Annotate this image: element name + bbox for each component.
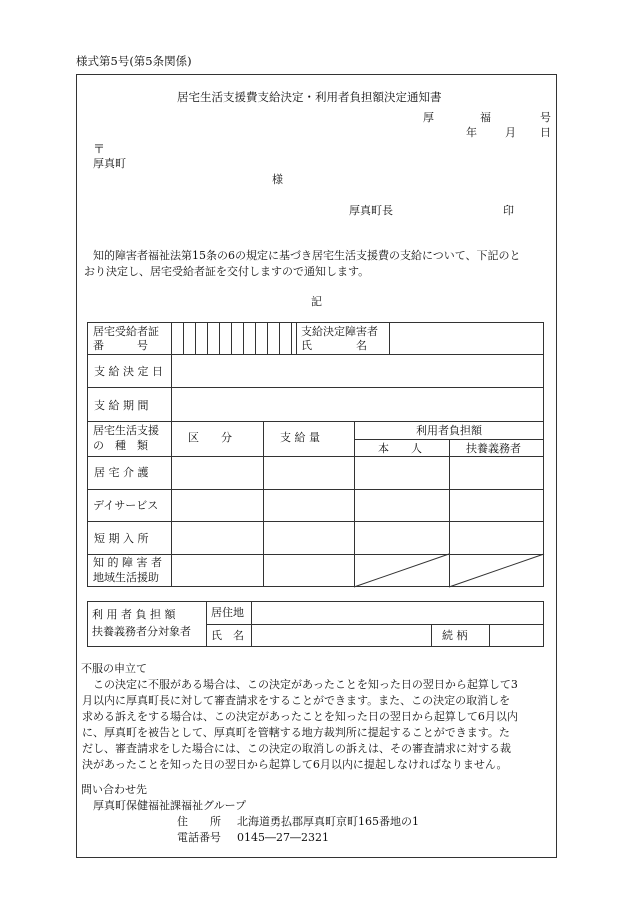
disabled-person-label-1: 支給決定障害者	[301, 325, 378, 338]
form-number: 様式第5号(第5条関係)	[76, 54, 192, 68]
service-type-label-1: 居宅生活支援	[93, 424, 159, 437]
name-label: 氏 名	[211, 629, 244, 642]
relation-label: 続 柄	[442, 629, 468, 642]
intro-line-2: おり決定し、居宅受給者証を交付しますので通知します。	[84, 265, 370, 278]
contact-heading: 問い合わせ先	[81, 783, 147, 796]
appeal-line-3: 求める訴えをする場合は、この決定があったことを知った日の翌日から起算して6月以内	[82, 710, 518, 723]
ki-mark: 記	[311, 295, 322, 308]
cert-number-label-1: 居宅受給者証	[93, 325, 159, 338]
form-title: 居宅生活支援費支給決定・利用者負担額決定通知書	[177, 90, 442, 104]
period-label: 支 給 期 間	[94, 399, 149, 412]
appeal-line-2: 月以内に厚真町長に対して審査請求をすることができます。また、この決定の取消しを	[82, 694, 511, 707]
ref-fuku: 福	[480, 111, 491, 124]
col-category: 区 分	[188, 431, 232, 444]
ref-atsu: 厚	[423, 111, 434, 124]
honorific: 様	[272, 173, 283, 186]
burden-target-label-2: 扶養義務者分対象者	[92, 625, 191, 638]
row-community-support-2: 地域生活援助	[93, 571, 159, 584]
row-short-stay: 短 期 入 所	[94, 532, 149, 545]
intro-line-1: 知的障害者福祉法第15条の6の規定に基づき居宅生活支援費の支給について、下記のと	[93, 249, 521, 262]
col-amount: 支 給 量	[280, 431, 320, 444]
disabled-person-label-2: 氏 名	[301, 339, 367, 352]
recipient-town: 厚真町	[93, 157, 126, 170]
residence-label: 居住地	[211, 606, 244, 619]
row-community-support-1: 知 的 障 害 者	[93, 556, 162, 569]
contact-dept: 厚真町保健福祉課福祉グループ	[93, 799, 247, 812]
date-day: 日	[540, 126, 551, 139]
issuer: 厚真町長	[349, 204, 393, 217]
appeal-line-1: この決定に不服がある場合は、この決定があったことを知った日の翌日から起算して3	[93, 678, 518, 691]
address-label: 住 所	[177, 815, 221, 828]
ref-go: 号	[540, 111, 551, 124]
phone-value: 0145―27―2321	[237, 831, 329, 844]
col-user-burden: 利用者負担額	[416, 424, 482, 437]
date-year: 年	[466, 126, 477, 139]
appeal-line-4: に、厚真町を被告として、厚真町を管轄する地方裁判所に提起することができます。た	[82, 726, 510, 739]
cert-number-label-2: 番 号	[93, 339, 148, 352]
date-month: 月	[505, 126, 516, 139]
seal-mark: 印	[503, 204, 514, 217]
row-day-service: デイサービス	[93, 499, 159, 512]
col-self: 本 人	[378, 442, 422, 455]
phone-label: 電話番号	[177, 831, 221, 844]
appeal-heading: 不服の申立て	[81, 662, 147, 675]
service-type-label-2: の 種 類	[93, 439, 148, 452]
row-home-care: 居 宅 介 護	[94, 466, 149, 479]
appeal-line-5: だし、審査請求をした場合には、この決定の取消しの訴えは、その審査請求に対する裁	[82, 742, 511, 755]
col-supporter: 扶養義務者	[466, 442, 521, 455]
postal-mark: 〒	[93, 142, 106, 156]
burden-target-label-1: 利 用 者 負 担 額	[92, 608, 176, 621]
appeal-line-6: 決があったことを知った日の翌日から起算して6月以内に提起しなければなりません。	[82, 758, 508, 771]
decision-date-label: 支 給 決 定 日	[94, 365, 163, 378]
address-value: 北海道勇払郡厚真町京町165番地の1	[237, 815, 419, 828]
